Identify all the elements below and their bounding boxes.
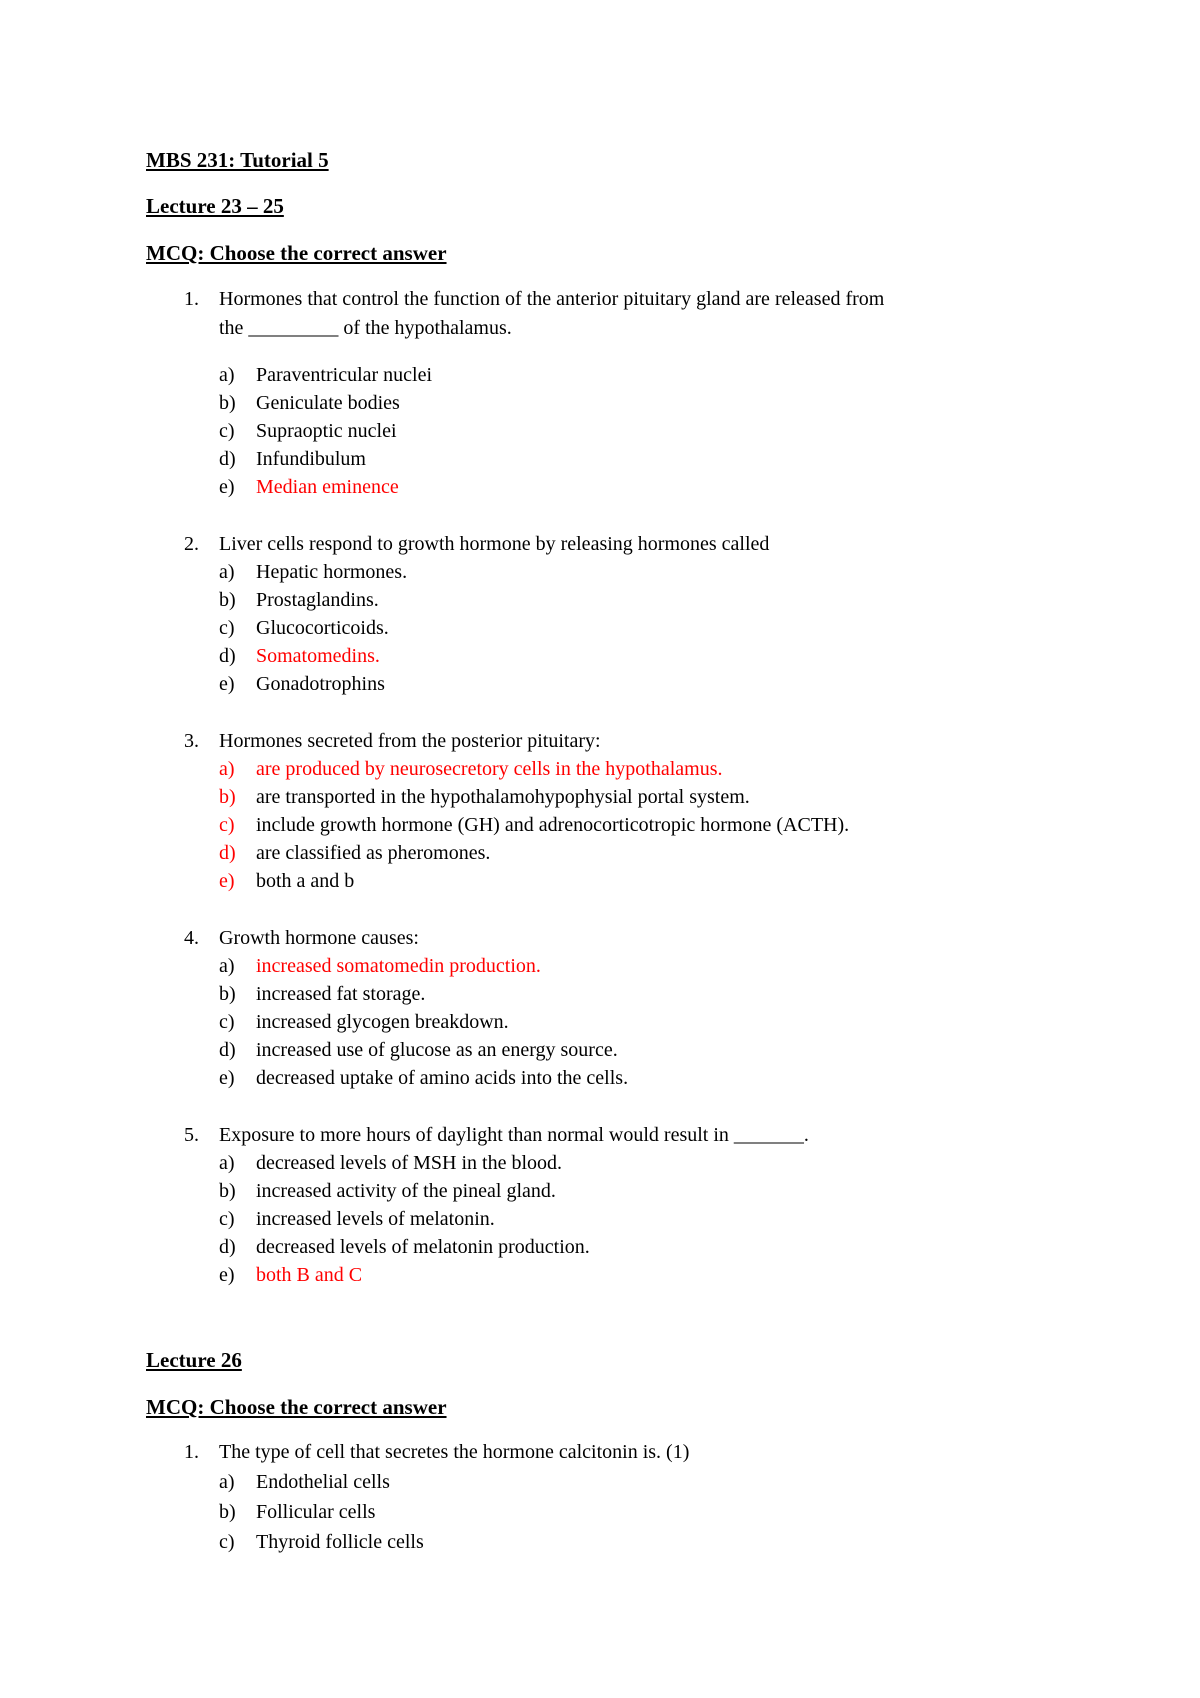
- option-text: Paraventricular nuclei: [256, 364, 433, 386]
- option-label: e): [219, 870, 235, 892]
- option-label: a): [219, 955, 235, 977]
- question-number: 5.: [184, 1124, 199, 1146]
- option-label: a): [219, 1471, 235, 1493]
- option-label: d): [219, 448, 236, 470]
- question-number: 4.: [184, 927, 199, 949]
- option-label: d): [219, 645, 236, 667]
- option-label: d): [219, 1039, 236, 1061]
- correct-answer-text: Somatomedins.: [256, 645, 380, 667]
- question-number: 1.: [184, 1441, 199, 1463]
- option-text: increased fat storage.: [256, 983, 426, 1005]
- option-text: increased use of glucose as an energy source.: [256, 1039, 618, 1061]
- option-label: a): [219, 758, 235, 780]
- option-label: c): [219, 420, 235, 442]
- question-text-continued: the _________ of the hypothalamus.: [219, 317, 512, 339]
- option-text: Gonadotrophins: [256, 673, 385, 695]
- option-text: decreased uptake of amino acids into the cells.: [256, 1067, 629, 1089]
- option-label: c): [219, 814, 235, 836]
- option-label: d): [219, 1236, 236, 1258]
- option-label: c): [219, 1531, 235, 1553]
- option-label: c): [219, 1011, 235, 1033]
- option-text: decreased levels of MSH in the blood.: [256, 1152, 563, 1174]
- question-text: The type of cell that secretes the hormone calcitonin is. (1): [219, 1441, 690, 1463]
- lecture-heading: Lecture 26: [146, 1348, 242, 1372]
- question-text: Liver cells respond to growth hormone by releasing hormones called: [219, 533, 770, 555]
- question-text: Exposure to more hours of daylight than normal would result in _______.: [219, 1124, 809, 1146]
- option-text: increased activity of the pineal gland.: [256, 1180, 556, 1202]
- option-text: Follicular cells: [256, 1501, 376, 1523]
- option-label: c): [219, 617, 235, 639]
- option-text: Endothelial cells: [256, 1471, 390, 1493]
- document-title: MBS 231: Tutorial 5: [146, 148, 329, 172]
- lecture-heading: Lecture 23 – 25: [146, 194, 284, 218]
- question-number: 1.: [184, 288, 199, 310]
- question-text: Growth hormone causes:: [219, 927, 419, 949]
- option-text: Glucocorticoids.: [256, 617, 389, 639]
- option-label: e): [219, 673, 235, 695]
- option-label: e): [219, 476, 235, 498]
- option-label: b): [219, 1501, 236, 1523]
- option-text: Thyroid follicle cells: [256, 1531, 424, 1553]
- option-text: Infundibulum: [256, 448, 366, 470]
- option-text: both a and b: [256, 870, 355, 892]
- option-label: a): [219, 561, 235, 583]
- correct-answer-text: increased somatomedin production.: [256, 955, 541, 977]
- option-text: Geniculate bodies: [256, 392, 400, 414]
- question-text: Hormones that control the function of the anterior pituitary gland are released from: [219, 288, 885, 310]
- instruction-heading: MCQ: Choose the correct answer: [146, 1395, 447, 1419]
- option-label: b): [219, 589, 236, 611]
- correct-answer-text: both B and C: [256, 1264, 363, 1286]
- option-text: are transported in the hypothalamohypophysial portal system.: [256, 786, 750, 808]
- question-number: 3.: [184, 730, 199, 752]
- instruction-heading: MCQ: Choose the correct answer: [146, 241, 447, 265]
- option-label: b): [219, 983, 236, 1005]
- option-label: b): [219, 1180, 236, 1202]
- option-text: Supraoptic nuclei: [256, 420, 397, 442]
- question-text: Hormones secreted from the posterior pituitary:: [219, 730, 601, 752]
- option-label: b): [219, 392, 236, 414]
- correct-answer-text: are produced by neurosecretory cells in the hypothalamus.: [256, 758, 723, 780]
- option-label: a): [219, 1152, 235, 1174]
- correct-answer-text: Median eminence: [256, 476, 399, 498]
- option-label: a): [219, 364, 235, 386]
- option-label: c): [219, 1208, 235, 1230]
- question-number: 2.: [184, 533, 199, 555]
- option-text: include growth hormone (GH) and adrenocorticotropic hormone (ACTH).: [256, 814, 850, 836]
- option-text: increased glycogen breakdown.: [256, 1011, 509, 1033]
- option-text: decreased levels of melatonin production.: [256, 1236, 590, 1258]
- option-text: Hepatic hormones.: [256, 561, 408, 583]
- option-text: are classified as pheromones.: [256, 842, 491, 864]
- option-label: b): [219, 786, 236, 808]
- option-label: e): [219, 1067, 235, 1089]
- option-text: Prostaglandins.: [256, 589, 379, 611]
- option-label: d): [219, 842, 236, 864]
- option-label: e): [219, 1264, 235, 1286]
- option-text: increased levels of melatonin.: [256, 1208, 495, 1230]
